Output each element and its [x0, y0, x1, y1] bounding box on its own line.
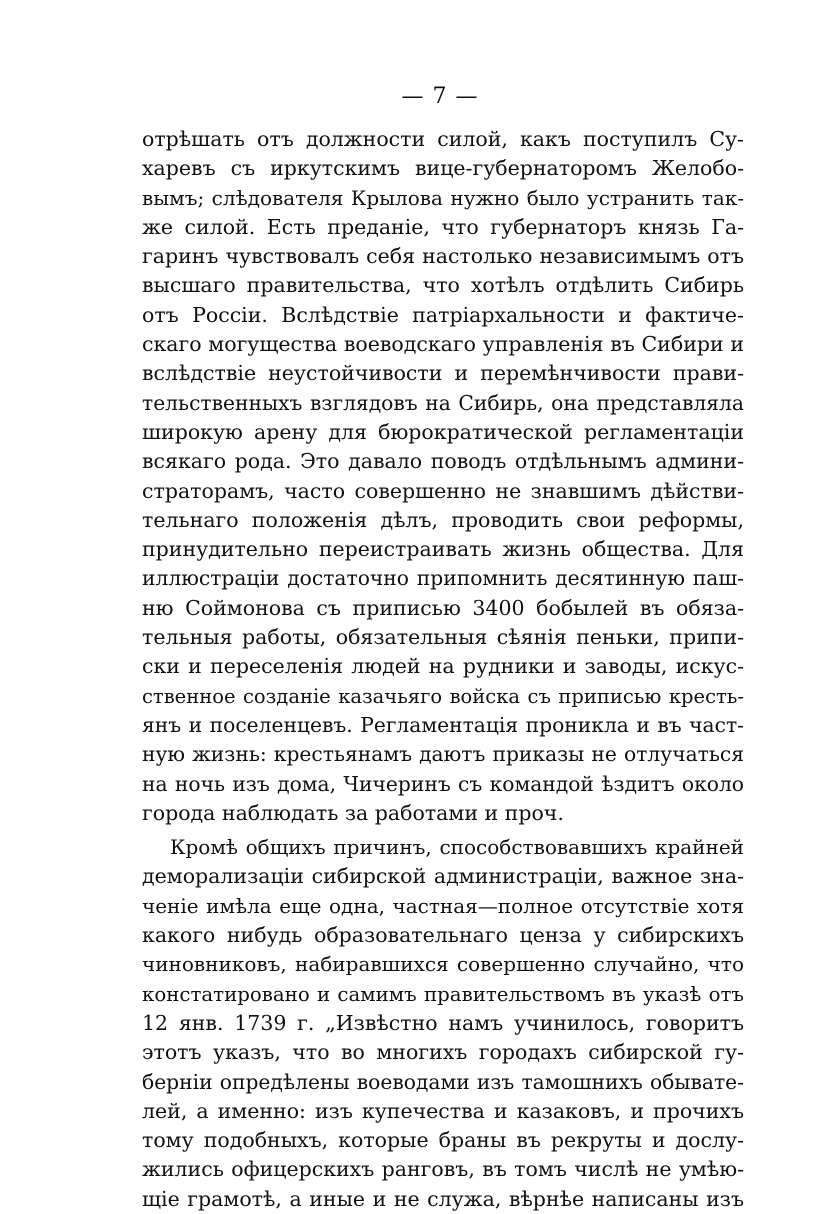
- text-line: ски и переселенія людей на рудники и заводы, искус-: [142, 654, 744, 679]
- paragraph-1: [142, 125, 744, 828]
- text-line: берніи опредѣлены воеводами изъ тамошнихъ обывате-: [142, 1069, 744, 1094]
- text-line: города наблюдать за работами и проч.: [142, 800, 564, 825]
- page-number: — 7 —: [401, 84, 479, 109]
- text-line: лей, а именно: изъ купечества и казаковъ, и прочихъ: [142, 1098, 744, 1123]
- text-line: тельнаго положенія дѣлъ, проводить свои реформы,: [142, 507, 744, 532]
- text-line: же силой. Есть преданіе, что губернаторъ князь Га-: [142, 214, 744, 239]
- text-line: тому подобныхъ, которые браны въ рекруты и дослу-: [142, 1128, 744, 1153]
- text-line: на ночь изъ дома, Чичеринъ съ командой ѣздитъ около: [142, 771, 744, 796]
- text-line: широкую арену для бюрократической регламентаціи: [142, 419, 744, 444]
- text-line: высшаго правительства, что хотѣлъ отдѣлить Сибирь: [142, 273, 744, 298]
- text-line: вымъ; слѣдователя Крылова нужно было устранить так-: [142, 185, 744, 210]
- text-line: ную жизнь: крестьянамъ даютъ приказы не отлучаться: [142, 742, 744, 767]
- text-line: ственное созданіе казачьяго войска съ приписью кресть-: [142, 684, 744, 708]
- text-line: харевъ съ иркутскимъ вице-губернаторомъ Желобо-: [142, 156, 744, 181]
- text-line: ню Соймонова съ приписью 3400 бобылей въ обяза-: [142, 595, 744, 620]
- text-line: скаго могущества воеводскаго управленія въ Сибири и: [142, 332, 744, 357]
- text-line: Кромѣ общихъ причинъ, способствовавшихъ крайней: [170, 835, 744, 860]
- text-line: янъ и поселенцевъ. Регламентація проникла и въ част-: [142, 712, 744, 737]
- text-line: вслѣдствіе неустойчивости и перемѣнчивости прави-: [142, 361, 744, 386]
- body-text: [142, 125, 744, 1214]
- text-line: чиновниковъ, набиравшихся совершенно случайно, что: [142, 952, 744, 977]
- text-line: отрѣшать отъ должности силой, какъ поступилъ Су-: [142, 127, 744, 151]
- text-line: страторамъ, часто совершенно не знавшимъ дѣйстви-: [142, 478, 744, 503]
- text-line: 12 янв. 1739 г. „Извѣстно намъ учинилось, говоритъ: [142, 1010, 744, 1035]
- text-line: констатировано и самимъ правительствомъ въ указѣ отъ: [142, 982, 744, 1006]
- text-line: деморализаціи сибирской администраціи, важное зна-: [142, 864, 744, 889]
- text-line: тельныя работы, обязательныя сѣянія пеньки, припи-: [142, 625, 744, 650]
- text-line: всякаго рода. Это давало поводъ отдѣльнымъ админи-: [142, 449, 744, 474]
- text-line: тельственныхъ взглядовъ на Сибирь, она представляла: [142, 390, 744, 415]
- text-line: иллюстраціи достаточно припомнить десятинную паш-: [142, 566, 744, 591]
- text-line: жились офицерскихъ ранговъ, въ томъ числѣ не умѣю-: [142, 1157, 744, 1182]
- text-line: какого нибудь образовательнаго ценза у сибирскихъ: [142, 923, 744, 948]
- text-line: щіе грамотѣ, а иные и не служа, вѣрнѣе написаны изъ: [142, 1186, 744, 1211]
- text-line: принудительно переистраивать жизнь общества. Для: [142, 537, 744, 562]
- text-line: этотъ указъ, что во многихъ городахъ сибирской гу-: [142, 1040, 744, 1065]
- text-line: ченіе имѣла еще одна, частная—полное отсутствіе хотя: [142, 893, 744, 918]
- text-line: гаринъ чувствовалъ себя настолько независимымъ отъ: [142, 244, 744, 269]
- paragraph-2: [142, 833, 744, 1214]
- text-line: отъ Россіи. Вслѣдствіе патріархальности и фактиче-: [142, 302, 744, 327]
